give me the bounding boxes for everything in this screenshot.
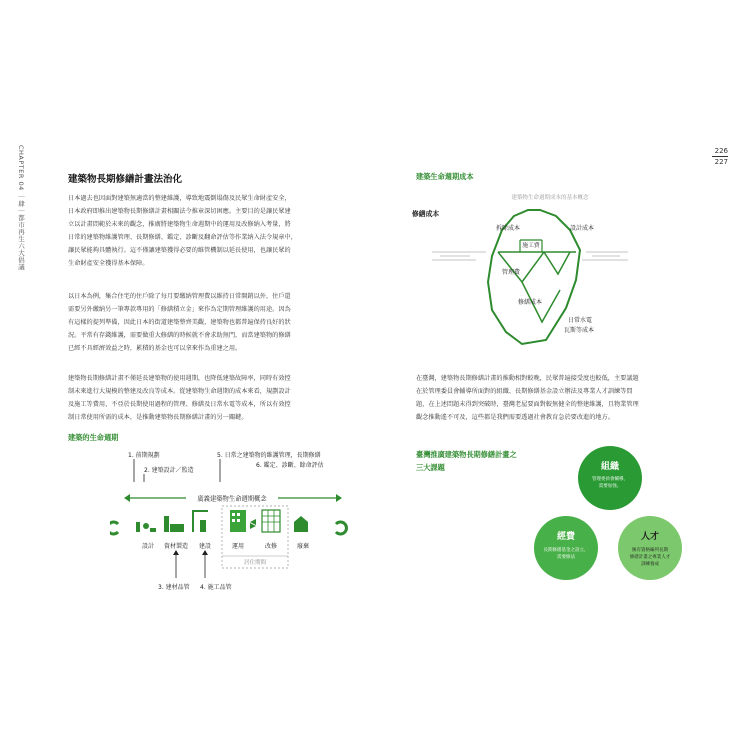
lifecycle-step6: 6. 鑑定、診斷、餘命評估	[256, 462, 324, 469]
stage-construction: 建設	[198, 543, 212, 550]
fund-desc-2: 需要修法	[557, 555, 575, 560]
talent-title: 人才	[640, 532, 660, 542]
broad-concept-arrow-right	[336, 494, 342, 502]
water-lines	[432, 252, 628, 260]
page-numbers	[712, 146, 728, 167]
stage-design: 設計	[141, 543, 155, 550]
cost-maintenance: 修繕成本	[518, 299, 543, 306]
stage-materials: 資材製造	[163, 543, 189, 550]
cost-design: 設計成本	[570, 225, 595, 232]
cost-utilities-1: 日常水電	[568, 317, 593, 324]
lifecycle-step1: 1. 前期規劃	[128, 452, 160, 459]
cost-utilities-2: 瓦斯等成本	[564, 327, 595, 334]
broad-concept-label: 廣義建築物生命週期概念	[197, 495, 267, 503]
cycle-arrows-icon	[250, 519, 256, 529]
talent-desc-1: 擁有資格編列長期	[632, 548, 668, 553]
lifecycle-step4: 4. 施工品管	[200, 584, 232, 591]
paragraph-3: 建築物長期修繕計畫不僅延長建築物的使用週期，也降低建築故障率，同時有效控 制未來進行大規模的整建及改良等成本。從建築物生命週期的成本來看，規劃設計 及施工等費用，不亞於長期使用過程的管理、修繕及日常水電等成本，所以有效控 制日常使用所需的成本，是推動建築物長期修繕計畫的另一關鍵。	[68, 375, 291, 421]
iceberg-repair-cost: 修繕成本	[412, 210, 440, 218]
topics-heading-2: 三大課題	[416, 463, 445, 472]
talent-desc-3: 訓練養成	[641, 562, 659, 567]
talent-desc-2: 修繕計畫之專業人才	[629, 555, 671, 560]
paragraph-1: 日本過去也因面對建築無適當的整建維護，導致地震倒塌傷及民眾生命財產安全， 日本政府即推出建築物長期修繕計畫相關法令推章深切困應。主要目的是讓民眾建 立以計畫問範於未來的觀念，推廣將建築物生命週期中的運用及改修納入考量，將 日常的建築物維護管理、長期修繕、鑑定、診斷及翻命評估等作業納入法令規章中， 讓民眾能夠具體執行。這不僅讓建築獲得必要的維管機制以延長使用，也讓民眾的 生命財產安全獲得基本保障。	[68, 195, 297, 267]
stage-icons	[110, 510, 346, 534]
stage-operation: 運用	[231, 543, 245, 550]
cost-demolition: 拆除成本	[496, 225, 521, 232]
page-number-right: 227	[714, 158, 728, 166]
lifecycle-diagram	[110, 448, 360, 598]
design-icon	[136, 522, 156, 532]
crane-icon	[192, 510, 208, 532]
broad-concept-arrow-left	[124, 494, 130, 502]
fund-desc-1: 長期修繕基金之設立，	[543, 548, 589, 553]
lifecycle-step3: 3. 建材品管	[158, 584, 190, 591]
renovation-icon	[262, 510, 280, 532]
cost-management: 管理費	[502, 269, 521, 276]
section-title: 建築物長期修繕計畫法治化	[68, 174, 183, 185]
demolition-icon	[294, 516, 308, 532]
page-number-left: 226	[714, 147, 728, 155]
stage-demolition: 廢棄	[296, 543, 310, 550]
org-desc-2: 需要加強。	[598, 484, 622, 489]
living-period-label: 居住期間	[243, 560, 267, 566]
org-title: 組織	[600, 462, 620, 472]
paragraph-2: 以日本為例，集合住宅的住戶除了每月要繳納管理費以維持日常開銷以外，住戶還 需要另外繳納另一筆專款專用的「修繕積立金」來作為定期管理維護的用途。因為 有這樣的提列準備，因此日本的街道建築整齊美觀，建築物也都普遍保持良好的狀 況。平常有存錢維護，需要做重大修繕的時候就不會求助無門，而當建築物的修繕 已經不具經濟效益之時，累積的基金也可以拿來作為重建之用。	[68, 293, 291, 352]
cost-construction: 施工費	[522, 243, 540, 249]
right-paragraph: 在臺灣，建築物長期修繕計畫的推動相對較晚，民眾普遍接受度也較低，主要議題 在於管理委員會輔導所面對的組織、長期修繕基金設立辦法及專業人才訓練等問 題，在上述問題未得到突破時，臺灣老屋要面對較無健全的整建維護，且物業管理 觀念推動遙不可及，這些都是我們需要透過社會教育急於要改進的地方。	[416, 375, 639, 421]
lifecycle-heading: 建築的生命週期	[68, 433, 119, 442]
topics-heading-1: 臺灣推廣建築物長期修繕計畫之	[416, 450, 517, 459]
three-issues-venn	[526, 444, 706, 584]
stage-renovation: 改修	[264, 543, 278, 550]
lifecycle-step2: 2. 建築設計／監造	[144, 467, 194, 474]
lifecycle-step5: 5. 日常之建築物的維護管理，長期修繕	[217, 452, 321, 459]
operation-icon	[230, 510, 246, 532]
fund-title: 經費	[556, 532, 576, 542]
factory-icon	[164, 516, 184, 532]
iceberg-concept-title: 建築物生命週期成本的基本概念	[511, 195, 589, 201]
chapter-side-label: CHAPTER 04 ｜肆｜都市再生六大倡議	[17, 145, 25, 271]
cost-heading: 建築生命週期成本	[416, 172, 474, 181]
org-desc-1: 管理委員會輔導，	[592, 477, 628, 482]
iceberg-diagram	[410, 190, 630, 360]
